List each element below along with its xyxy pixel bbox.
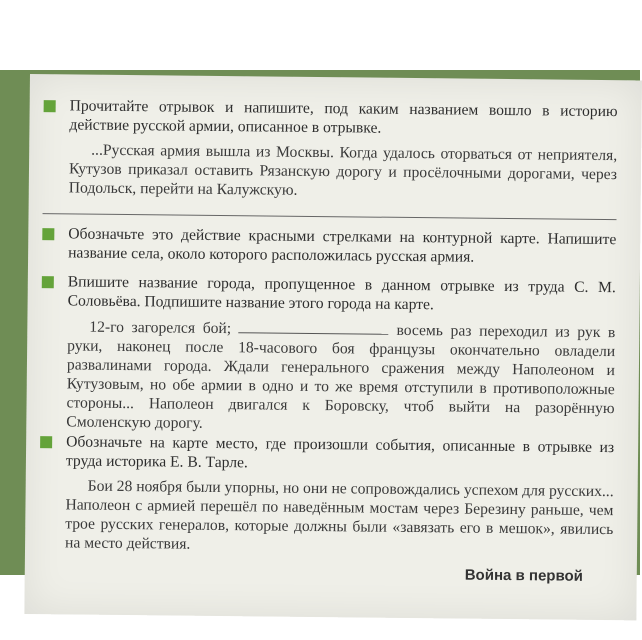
next-section-heading: Война в первой (464, 566, 584, 585)
task-3-quote (26, 316, 627, 437)
task-4-quote: Бои 28 ноября были упорны, но они не сопровождались успехом для русских... Наполеон с армией перешёл по наведённым мостам через Березину раньше, чем трое русских генералов, которые должны были «завязать его в мешок», явились на место действия. (65, 477, 614, 553)
green-square-marker (40, 436, 52, 448)
textbook-page (24, 74, 642, 620)
task-4-instruction: Обозначьте на карте место, где произошли события, описанные в отрывке из труда историка Е. В. Тарле. (65, 433, 615, 472)
photo-background (0, 70, 640, 585)
task-1-instruction: Прочитайте отрывок и напишите, под каким названием вошло в историю действие русской армии, описанное в отрывке. (69, 97, 618, 137)
green-square-marker (42, 228, 54, 240)
task-2-instruction: Обозначьте это действие красными стрелками на контурной карте. Напишите название села, около которого расположилась русская армия. (68, 225, 617, 266)
task-3 (26, 272, 628, 437)
task-2 (28, 224, 628, 268)
green-square-marker (44, 100, 56, 112)
task-4 (25, 432, 626, 558)
quote-after-blank: восемь раз переходил из рук в руки, наконец после 18-часового боя французы окончательно овладели развалинами города. Ждали генерального сражения между Наполеоном и Кутузовым, но обе армии в одно и то же время отступили в противоположные стороны... Наполеон двигался к Боровску, чтоб выйти на разорённую Смоленскую дорогу. (66, 321, 616, 432)
task-3-instruction: Впишите название города, пропущенное в данном отрывке из труда С. М. Соловьёва. Подпишите название этого города на карте. (67, 273, 616, 314)
task-1 (29, 96, 630, 220)
task-1-quote: ...Русская армия вышла из Москвы. Когда удалось оторваться от неприятеля, Кутузов приказал оставить Рязанскую дорогу и просёлочными дорогами, через Подольск, перейти на Калужскую. (68, 141, 618, 199)
quote-before-blank: 12-го загорелся бой; (89, 318, 232, 338)
city-blank-field[interactable] (239, 318, 389, 335)
answer-line[interactable] (43, 213, 617, 220)
green-square-marker (42, 276, 54, 288)
